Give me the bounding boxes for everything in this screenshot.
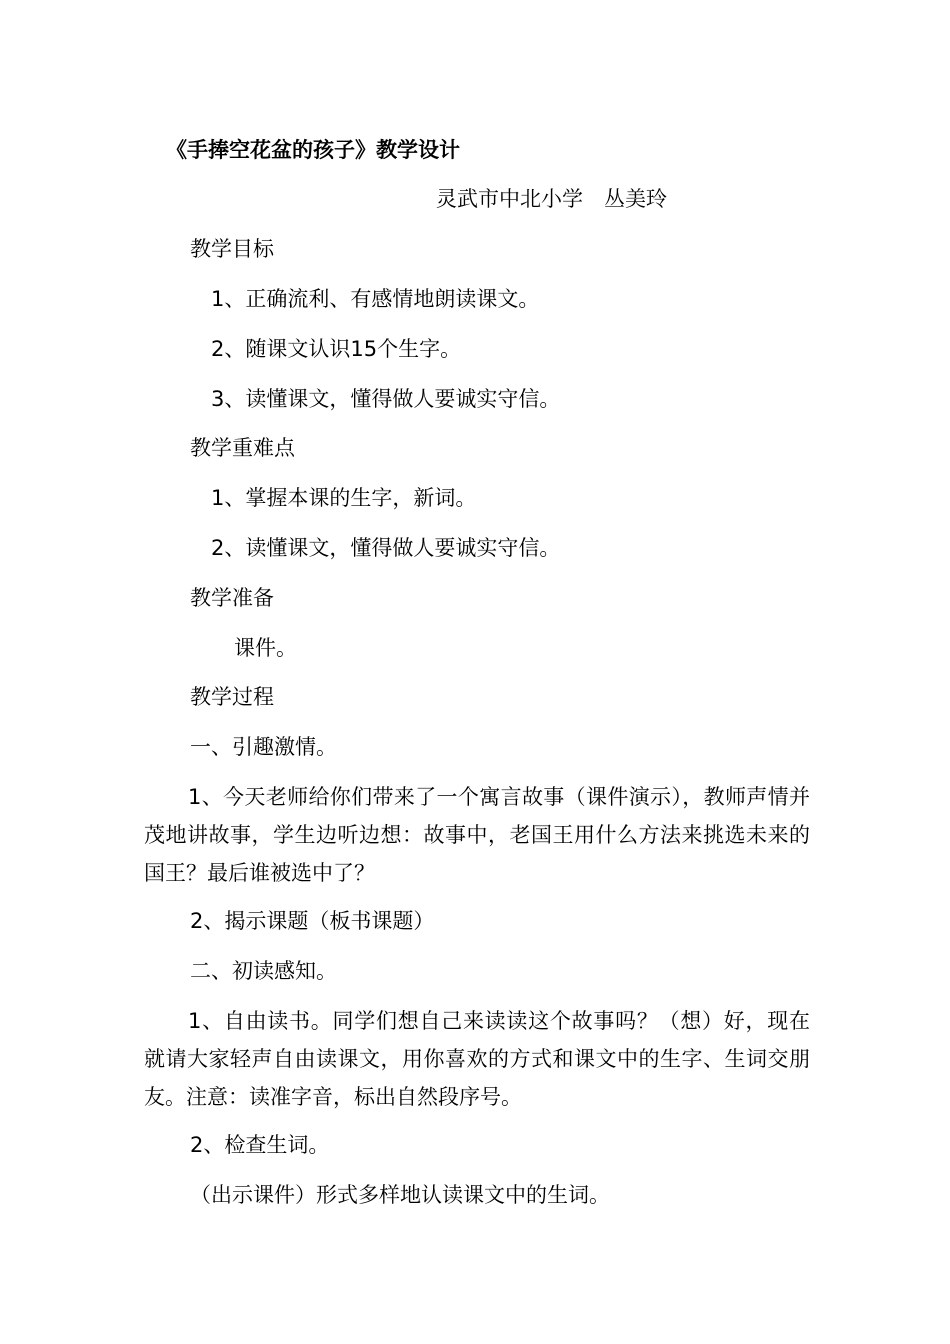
goal-item: 2、随课文认识15个生字。	[211, 337, 462, 361]
section2-item3: （出示课件）形式多样地认读课文中的生词。	[190, 1183, 610, 1207]
key-point-item: 1、掌握本课的生字，新词。	[211, 486, 477, 510]
goal-item: 1、正确流利、有感情地朗读课文。	[211, 287, 540, 311]
goals-heading: 教学目标	[190, 237, 274, 261]
key-point-item: 2、读懂课文，懂得做人要诚实守信。	[211, 536, 561, 560]
prep-text: 课件。	[234, 636, 297, 660]
process-heading: 教学过程	[190, 685, 274, 709]
section-heading: 一、引趣激情。	[190, 735, 337, 759]
section1-paragraph: 1、今天老师给你们带来了一个寓言故事（课件演示），教师声情并茂地讲故事，学生边听边想：故事中，老国王用什么方法来挑选未来的国王？最后谁被选中了？	[144, 785, 810, 885]
section2-item2: 2、检查生词。	[190, 1133, 330, 1157]
prep-heading: 教学准备	[190, 586, 274, 610]
key-points-heading: 教学重难点	[190, 436, 295, 460]
document-author: 灵武市中北小学 丛美玲	[436, 187, 667, 211]
goal-item: 3、读懂课文，懂得做人要诚实守信。	[211, 387, 561, 411]
section-heading: 二、初读感知。	[190, 959, 337, 983]
section2-paragraph: 1、自由读书。同学们想自己来读读这个故事吗？（想）好，现在就请大家轻声自由读课文，用你喜欢的方式和课文中的生字、生词交朋友。注意：读准字音，标出自然段序号。	[144, 1009, 810, 1109]
section1-item2: 2、揭示课题（板书课题）	[190, 909, 435, 933]
document-title: 《手捧空花盆的孩子》教学设计	[166, 138, 460, 162]
